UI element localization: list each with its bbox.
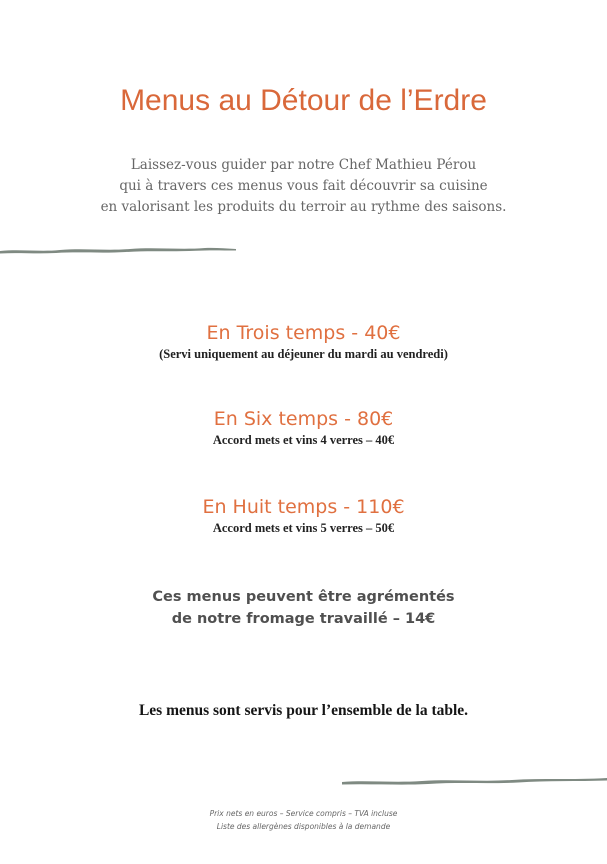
brush-stroke-divider-bottom [342,773,607,787]
footer-notes [0,807,607,833]
cheese-line-2: de notre fromage travaillé – 14€ [171,611,436,627]
table-note: Les menus sont servis pour l’ensemble de la table. [138,702,469,719]
page-title: Menus au Détour de l’Erdre [120,84,487,117]
menu-three-courses [0,320,607,362]
brush-stroke-divider-top [0,244,236,256]
menu-eight-courses [0,494,607,536]
menu-wine-pairing: Accord mets et vins 4 verres – 40€ [212,433,395,447]
intro-line-1: Laissez-vous guider par notre Chef Mathieu Pérou [130,157,477,173]
footer-price-note: Prix nets en euros – Service compris – TVA incluse [209,809,398,818]
menu-six-courses [0,406,607,448]
cheese-supplement [0,586,607,630]
menu-title: En Trois temps - 40€ [206,322,401,344]
menu-title: En Huit temps - 110€ [202,496,405,518]
footer-allergen-note: Liste des allergènes disponibles à la demande [216,822,391,831]
intro-line-3: en valorisant les produits du terroir au rythme des saisons. [100,199,507,215]
intro-line-2: qui à travers ces menus vous fait découvrir sa cuisine [119,178,488,194]
intro-text [0,155,607,218]
menu-note: (Servi uniquement au déjeuner du mardi au vendredi) [159,347,448,361]
cheese-line-1: Ces menus peuvent être agrémentés [152,589,455,605]
menu-wine-pairing: Accord mets et vins 5 verres – 50€ [212,521,395,535]
menu-title: En Six temps - 80€ [213,408,394,430]
